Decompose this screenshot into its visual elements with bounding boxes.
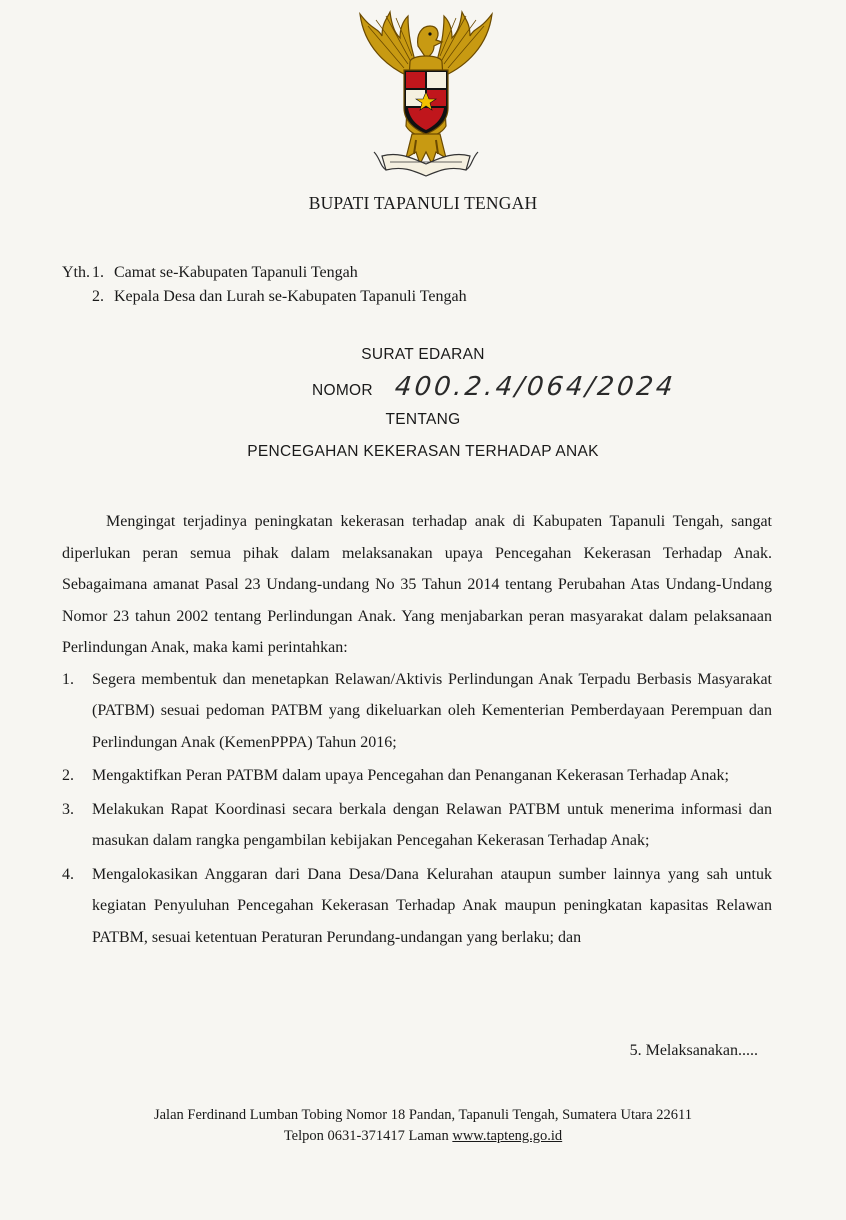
recipient-number: 2. [92, 288, 104, 305]
list-number: 1. [62, 670, 74, 688]
list-number: 4. [62, 865, 74, 883]
list-number: 2. [62, 767, 74, 784]
list-text: Mengalokasikan Anggaran dari Dana Desa/Dana Kelurahan ataupun sumber lainnya yang sah untuk kegiatan Penyuluhan Pencegahan Kekerasan Terhadap Anak maupun peningkatan kapasitas Relawan PATBM, sesuai ketentuan Peraturan Perundang-undangan yang berlaku; dan [92, 865, 772, 946]
instruction-list [62, 664, 772, 954]
document-number-handwritten: 400.2.4/064/2024 [393, 372, 678, 402]
list-number: 3. [62, 800, 74, 818]
document-type: SURAT EDARAN [361, 346, 485, 363]
recipient-list [62, 261, 467, 309]
document-number-row [312, 372, 678, 402]
recipient-number: 1. [92, 264, 104, 281]
list-text: Mengaktifkan Peran PATBM dalam upaya Pencegahan dan Penanganan Kekerasan Terhadap Anak; [92, 767, 729, 784]
continuation-marker: 5. Melaksanakan..... [629, 1042, 758, 1059]
document-number-label: NOMOR [312, 382, 373, 399]
recipient-text: Camat se-Kabupaten Tapanuli Tengah [114, 264, 358, 281]
document-subject: PENCEGAHAN KEKERASAN TERHADAP ANAK [247, 443, 599, 460]
list-item [62, 794, 772, 857]
list-text: Segera membentuk dan menetapkan Relawan/Aktivis Perlindungan Anak Terpadu Berbasis Masyarakat (PATBM) sesuai pedoman PATBM yang dikeluarkan oleh Kementerian Pemberdayaan Perempuan dan Perlindungan Anak (KemenPPPA) Tahun 2016; [92, 670, 772, 751]
list-item [62, 859, 772, 954]
intro-paragraph: Mengingat terjadinya peningkatan kekerasan terhadap anak di Kabupaten Tapanuli Tengah, sangat diperlukan peran semua pihak dalam melaksanakan upaya Pencegahan Kekerasan Terhadap Anak. Sebagaimana amanat Pasal 23 Undang-undang No 35 Tahun 2014 tentang Perubahan Atas Undang-Undang Nomor 23 tahun 2002 tentang Perlindungan Anak. Yang menjabarkan peran masyarakat dalam pelaksanaan Perlindungan Anak, maka kami perintahkan: [62, 513, 772, 656]
garuda-pancasila-emblem-icon [346, 6, 506, 192]
footer-address: Jalan Ferdinand Lumban Tobing Nomor 18 Pandan, Tapanuli Tengah, Sumatera Utara 22611 [153, 1107, 693, 1123]
institution-heading: BUPATI TAPANULI TENGAH [308, 193, 538, 213]
list-item [62, 760, 772, 792]
recipient-prefix: Yth. [62, 264, 90, 281]
letterhead-footer [0, 1105, 846, 1147]
list-item [62, 664, 772, 759]
tentang-label: TENTANG [385, 411, 461, 428]
website-link[interactable]: www.tapteng.go.id [452, 1128, 563, 1144]
recipient-item [62, 285, 467, 309]
footer-contact [0, 1126, 846, 1147]
letter-body [62, 506, 772, 953]
recipient-text: Kepala Desa dan Lurah se-Kabupaten Tapanuli Tengah [114, 288, 467, 305]
footer-phone: Telpon 0631-371417 Laman [283, 1128, 449, 1144]
list-text: Melakukan Rapat Koordinasi secara berkala dengan Relawan PATBM untuk menerima informasi dan masukan dalam rangka pengambilan kebijakan Pencegahan Kekerasan Terhadap Anak; [92, 800, 772, 849]
recipient-item [62, 261, 467, 285]
